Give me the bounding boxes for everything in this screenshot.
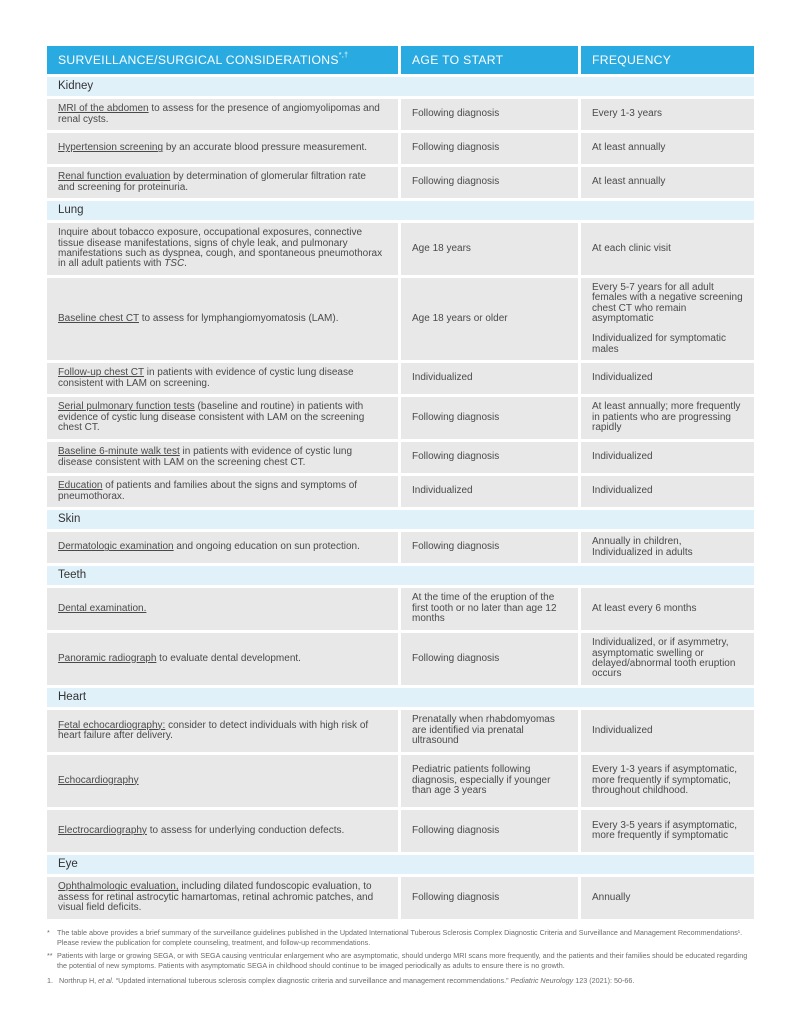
age-to-start-cell: Following diagnosis: [401, 99, 581, 130]
section-title: Lung: [47, 201, 754, 220]
frequency-text: Annually: [592, 891, 631, 903]
age-to-start-cell: Pediatric patients following diagnosis, especially if younger than age 3 years: [401, 755, 581, 807]
frequency-text: Individualized: [592, 485, 653, 497]
procedure-description: consider to detect individuals with high risk of heart failure after delivery.: [58, 719, 369, 741]
section-header-teeth: [47, 566, 754, 585]
procedure-description: including dilated fundoscopic evaluation, to assess for retinal astrocytic hamartomas, retinal achromic patches, and visual field deficits.: [58, 881, 374, 914]
table-row: [47, 397, 754, 439]
frequency-cell: [581, 442, 754, 473]
frequency-text: Individualized: [592, 451, 653, 463]
procedure-link[interactable]: Ophthalmologic evaluation,: [58, 881, 179, 893]
header-considerations: SURVEILLANCE/SURGICAL CONSIDERATIONS*,†: [47, 46, 401, 74]
consideration-cell: [47, 755, 401, 807]
frequency-text: Individualized: [592, 372, 653, 384]
consideration-cell: [47, 363, 401, 394]
procedure-description: to evaluate dental development.: [156, 652, 301, 664]
procedure-description: in patients with evidence of cystic lung disease consistent with LAM on the screening chest CT.: [58, 446, 353, 468]
frequency-cell: [581, 633, 754, 685]
table-row: [47, 363, 754, 394]
consideration-cell: [47, 877, 401, 919]
procedure-link[interactable]: Education: [58, 480, 103, 492]
footnote-mark: *: [47, 928, 50, 937]
table-row: [47, 442, 754, 473]
procedure-link[interactable]: Electrocardiography: [58, 824, 147, 836]
frequency-text: At each clinic visit: [592, 242, 671, 254]
description-end: .: [184, 258, 187, 270]
frequency-cell: [581, 397, 754, 439]
procedure-link[interactable]: Baseline 6-minute walk test: [58, 446, 180, 458]
procedure-link[interactable]: Hypertension screening: [58, 142, 164, 154]
frequency-cell: [581, 278, 754, 360]
frequency-cell: [581, 133, 754, 164]
consideration-cell: [47, 476, 401, 507]
frequency-cell: [581, 755, 754, 807]
frequency-cell: [581, 476, 754, 507]
table-row: [47, 167, 754, 198]
procedure-link[interactable]: Serial pulmonary function tests: [58, 401, 195, 413]
consideration-cell: [47, 633, 401, 685]
reference-text: Northrup H, et al. “Updated international tuberous sclerosis complex diagnostic criteria and surveillance and management recommendations.” Pediatric Neurology 123 (2021): 50-66.: [59, 976, 635, 986]
procedure-link[interactable]: Follow-up chest CT: [58, 367, 144, 379]
frequency-cell: [581, 99, 754, 130]
reference-mark: 1.: [47, 976, 53, 986]
section-header-kidney: [47, 77, 754, 96]
procedure-description: to assess for the presence of angiomyolipomas and renal cysts.: [58, 103, 380, 125]
section-header-skin: [47, 510, 754, 529]
consideration-cell: [47, 810, 401, 852]
frequency-text: Individualized: [592, 724, 653, 736]
procedure-link[interactable]: Dermatologic examination: [58, 541, 174, 553]
age-to-start-cell: Following diagnosis: [401, 877, 581, 919]
frequency-text: At least every 6 months: [592, 602, 697, 614]
frequency-cell: [581, 588, 754, 630]
procedure-link[interactable]: Panoramic radiograph: [58, 652, 157, 664]
footnote-mark: **: [47, 951, 53, 961]
consideration-cell: [47, 397, 401, 439]
age-to-start-cell: At the time of the eruption of the first tooth or no later than age 12 months: [401, 588, 581, 630]
procedure-description: of patients and families about the signs and symptoms of pneumothorax.: [58, 480, 358, 502]
table-header-row: [47, 46, 754, 74]
consideration-cell: [47, 167, 401, 198]
procedure-link[interactable]: Dental examination.: [58, 602, 147, 614]
surveillance-table: [47, 43, 754, 922]
age-to-start-cell: Following diagnosis: [401, 810, 581, 852]
procedure-description: (baseline and routine) in patients with evidence of cystic lung disease consistent with LAM on the screening chest CT.: [58, 401, 365, 434]
table-row: [47, 710, 754, 752]
frequency-text: At least annually: [592, 176, 666, 188]
procedure-description: to assess for lymphangiomyomatosis (LAM).: [138, 312, 339, 324]
frequency-text: Every 3-5 years if asymptomatic, more frequently if symptomatic: [592, 819, 738, 841]
section-title: Kidney: [47, 77, 754, 96]
footnotes: [47, 928, 754, 986]
header-footnote-marks: *,†: [338, 51, 349, 59]
frequency-cell: [581, 877, 754, 919]
frequency-cell: [581, 810, 754, 852]
consideration-cell: [47, 710, 401, 752]
frequency-cell: [581, 223, 754, 275]
table-row: [47, 588, 754, 630]
footnote-1: [47, 928, 754, 947]
table-row: [47, 278, 754, 360]
section-header-eye: [47, 855, 754, 874]
age-to-start-cell: Age 18 years or older: [401, 278, 581, 360]
frequency-text: Every 5-7 years for all adult females with a negative screening chest CT who remain asymptomatic: [592, 281, 743, 324]
procedure-description: by determination of glomerular filtration rate and screening for proteinuria.: [58, 171, 366, 193]
table-row: [47, 810, 754, 852]
table-row: [47, 223, 754, 275]
table-row: [47, 755, 754, 807]
consideration-cell: [47, 532, 401, 563]
frequency-text: At least annually: [592, 142, 666, 154]
table-row: [47, 633, 754, 685]
table-row: [47, 476, 754, 507]
frequency-cell: [581, 710, 754, 752]
age-to-start-cell: Individualized: [401, 363, 581, 394]
consideration-cell: [47, 588, 401, 630]
header-frequency: FREQUENCY: [581, 46, 754, 74]
age-to-start-cell: Prenatally when rhabdomyomas are identified via prenatal ultrasound: [401, 710, 581, 752]
procedure-link[interactable]: Renal function evaluation: [58, 171, 171, 183]
section-title: Heart: [47, 688, 754, 707]
procedure-description: to assess for underlying conduction defects.: [146, 824, 345, 836]
frequency-cell: [581, 363, 754, 394]
procedure-description: Inquire about tobacco exposure, occupational exposures, connective tissue disease manifestations, signs of chyle leak, and pulmonary manifestations such as dyspnea, cough, and spontaneous pneumothorax in all adult patients with: [58, 227, 383, 270]
table-body: [47, 77, 754, 919]
procedure-description: and ongoing education on sun protection.: [173, 541, 360, 553]
footnote-text: Patients with large or growing SEGA, or with SEGA causing ventricular enlargement who are asymptomatic, should undergo MRI scans more frequently, and the patients and their families should be educated regarding the potential of new symptoms. Patients with asymptomatic SEGA in childhood should continue to be imaged periodically as adults to ensure there is no growth.: [57, 951, 748, 970]
age-to-start-cell: Following diagnosis: [401, 397, 581, 439]
frequency-text-secondary: Individualized for symptomatic males: [592, 333, 726, 355]
section-title: Skin: [47, 510, 754, 529]
procedure-link[interactable]: Echocardiography: [58, 774, 139, 786]
frequency-cell: [581, 167, 754, 198]
table-row: [47, 877, 754, 919]
age-to-start-cell: Age 18 years: [401, 223, 581, 275]
table-row: [47, 133, 754, 164]
consideration-cell: [47, 278, 401, 360]
table-row: [47, 532, 754, 563]
age-to-start-cell: Following diagnosis: [401, 633, 581, 685]
italic-term: TSC: [164, 258, 185, 270]
frequency-text: Annually in children, Individualized in adults: [592, 536, 693, 558]
frequency-text: Individualized, or if asymmetry, asymptomatic swelling or delayed/abnormal tooth eruption occurs: [592, 637, 736, 680]
frequency-cell: [581, 532, 754, 563]
surveillance-document: [47, 46, 754, 986]
age-to-start-cell: Following diagnosis: [401, 167, 581, 198]
age-to-start-cell: Following diagnosis: [401, 532, 581, 563]
reference-1: [47, 976, 754, 986]
consideration-cell: [47, 223, 401, 275]
age-to-start-cell: Following diagnosis: [401, 133, 581, 164]
consideration-cell: [47, 133, 401, 164]
section-title: Teeth: [47, 566, 754, 585]
frequency-text: Every 1-3 years: [592, 108, 663, 120]
consideration-cell: [47, 99, 401, 130]
footnote-2: [47, 951, 754, 970]
section-title: Eye: [47, 855, 754, 874]
header-age-to-start: AGE TO START: [401, 46, 581, 74]
footnote-text: The table above provides a brief summary of the surveillance guidelines published in the Updated International Tuberous Sclerosis Complex Diagnostic Criteria and Surveillance and Management Recommendations¹. Please review the publication for complete counseling, treatment, and follow-up recommendations.: [57, 928, 743, 947]
procedure-link[interactable]: Baseline chest CT: [58, 312, 139, 324]
procedure-link[interactable]: MRI of the abdomen: [58, 103, 149, 115]
procedure-description: by an accurate blood pressure measurement.: [163, 142, 368, 154]
age-to-start-cell: Individualized: [401, 476, 581, 507]
age-to-start-cell: Following diagnosis: [401, 442, 581, 473]
section-header-heart: [47, 688, 754, 707]
procedure-description: in patients with evidence of cystic lung disease consistent with LAM on screening.: [58, 367, 354, 389]
table-row: [47, 99, 754, 130]
frequency-text: At least annually; more frequently in patients who are progressing rapidly: [592, 401, 741, 434]
frequency-text: Every 1-3 years if asymptomatic, more frequently if symptomatic, throughout childhood.: [592, 764, 738, 797]
section-header-lung: [47, 201, 754, 220]
consideration-cell: [47, 442, 401, 473]
procedure-link[interactable]: Fetal echocardiography:: [58, 719, 166, 731]
